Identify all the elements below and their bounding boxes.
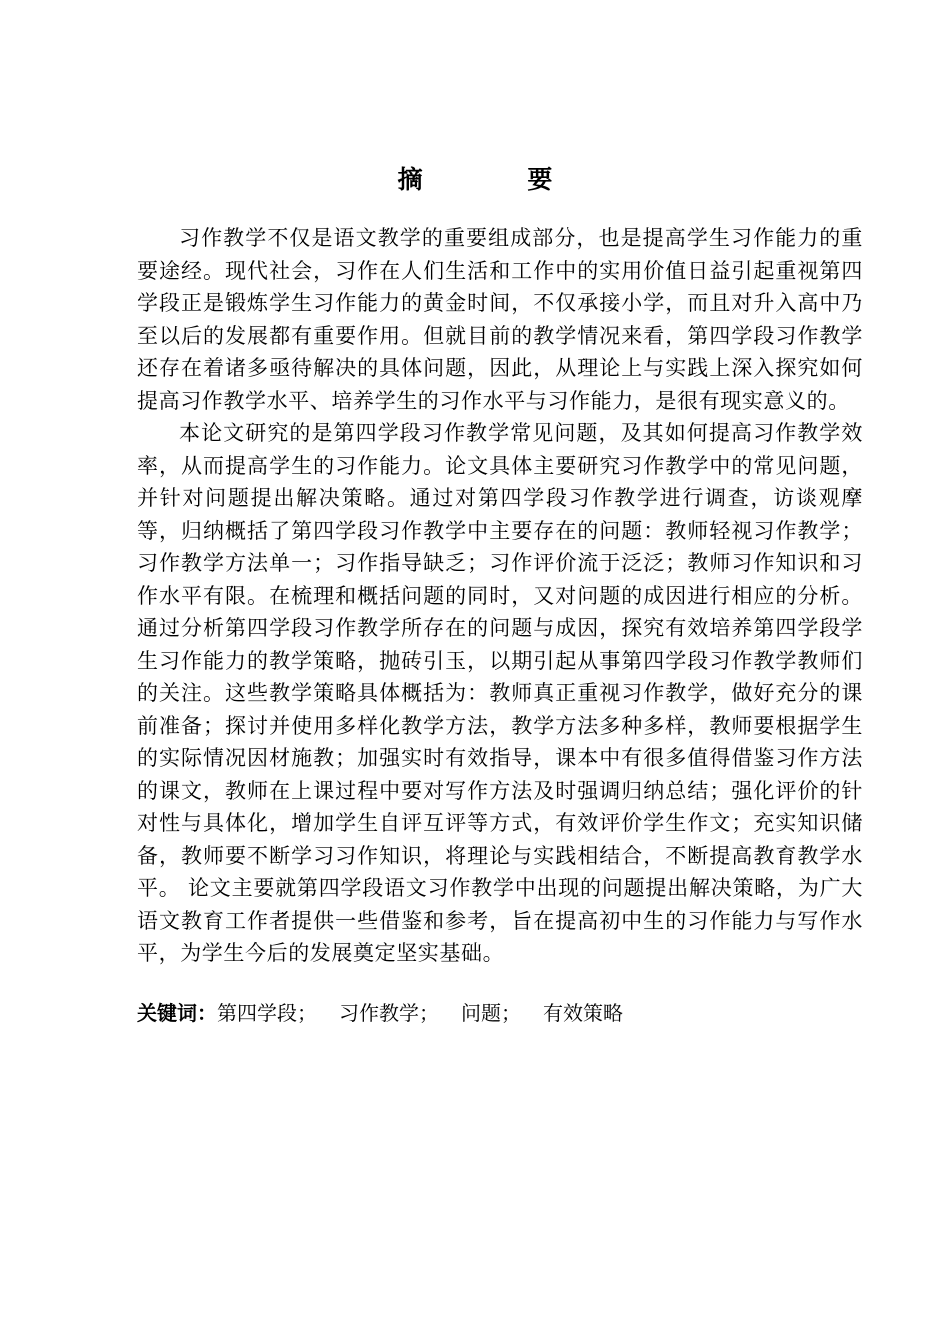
keywords-line [137, 997, 863, 1029]
abstract-body [137, 222, 863, 970]
abstract-paragraph-2: 本论文研究的是第四学段习作教学常见问题，及其如何提高习作教学效率，从而提高学生的习作能力。论文具体主要研究习作教学中的常见问题，并针对问题提出解决策略。通过对第四学段习作教学进行调查，访谈观摩等，归纳概括了第四学段习作教学中主要存在的问题：教师轻视习作教学；习作教学方法单一；习作指导缺乏；习作评价流于泛泛；教师习作知识和习作水平有限。在梳理和概括问题的同时，又对问题的成因进行相应的分析。通过分析第四学段习作教学所存在的问题与成因，探究有效培养第四学段学生习作能力的教学策略，抛砖引玉，以期引起从事第四学段习作教学教师们的关注。这些教学策略具体概括为：教师真正重视习作教学，做好充分的课前准备；探讨并使用多样化教学方法，教学方法多种多样，教师要根据学生的实际情况因材施教；加强实时有效指导，课本中有很多值得借鉴习作方法的课文，教师在上课过程中要对写作方法及时强调归纳总结；强化评价的针对性与具体化，增加学生自评互评等方式，有效评价学生作文；充实知识储备，教师要不断学习习作知识，将理论与实践相结合，不断提高教育教学水平。 论文主要就第四学段语文习作教学中出现的问题提出解决策略，为广大语文教育工作者提供一些借鉴和参考，旨在提高初中生的习作能力与写作水平，为学生今后的发展奠定坚实基础。 [137, 421, 863, 965]
keyword-1: 第四学段； [217, 1001, 317, 1025]
keyword-3: 问题； [461, 1001, 521, 1025]
keyword-4: 有效策略 [543, 1001, 623, 1025]
keywords-label: 关键词： [137, 1001, 217, 1025]
keyword-2: 习作教学； [339, 1001, 439, 1025]
abstract-paragraph-1: 习作教学不仅是语文教学的重要组成部分，也是提高学生习作能力的重要途经。现代社会，习作在人们生活和工作中的实用价值日益引起重视第四学段正是锻炼学生习作能力的黄金时间，不仅承接小学，而且对升入高中乃至以后的发展都有重要作用。但就目前的教学情况来看，第四学段习作教学还存在着诸多亟待解决的具体问题，因此，从理论上与实践上深入探究如何提高习作教学水平、培养学生的习作水平与习作能力，是很有现实意义的。 [137, 226, 863, 413]
abstract-title: 摘 要 [397, 165, 601, 194]
